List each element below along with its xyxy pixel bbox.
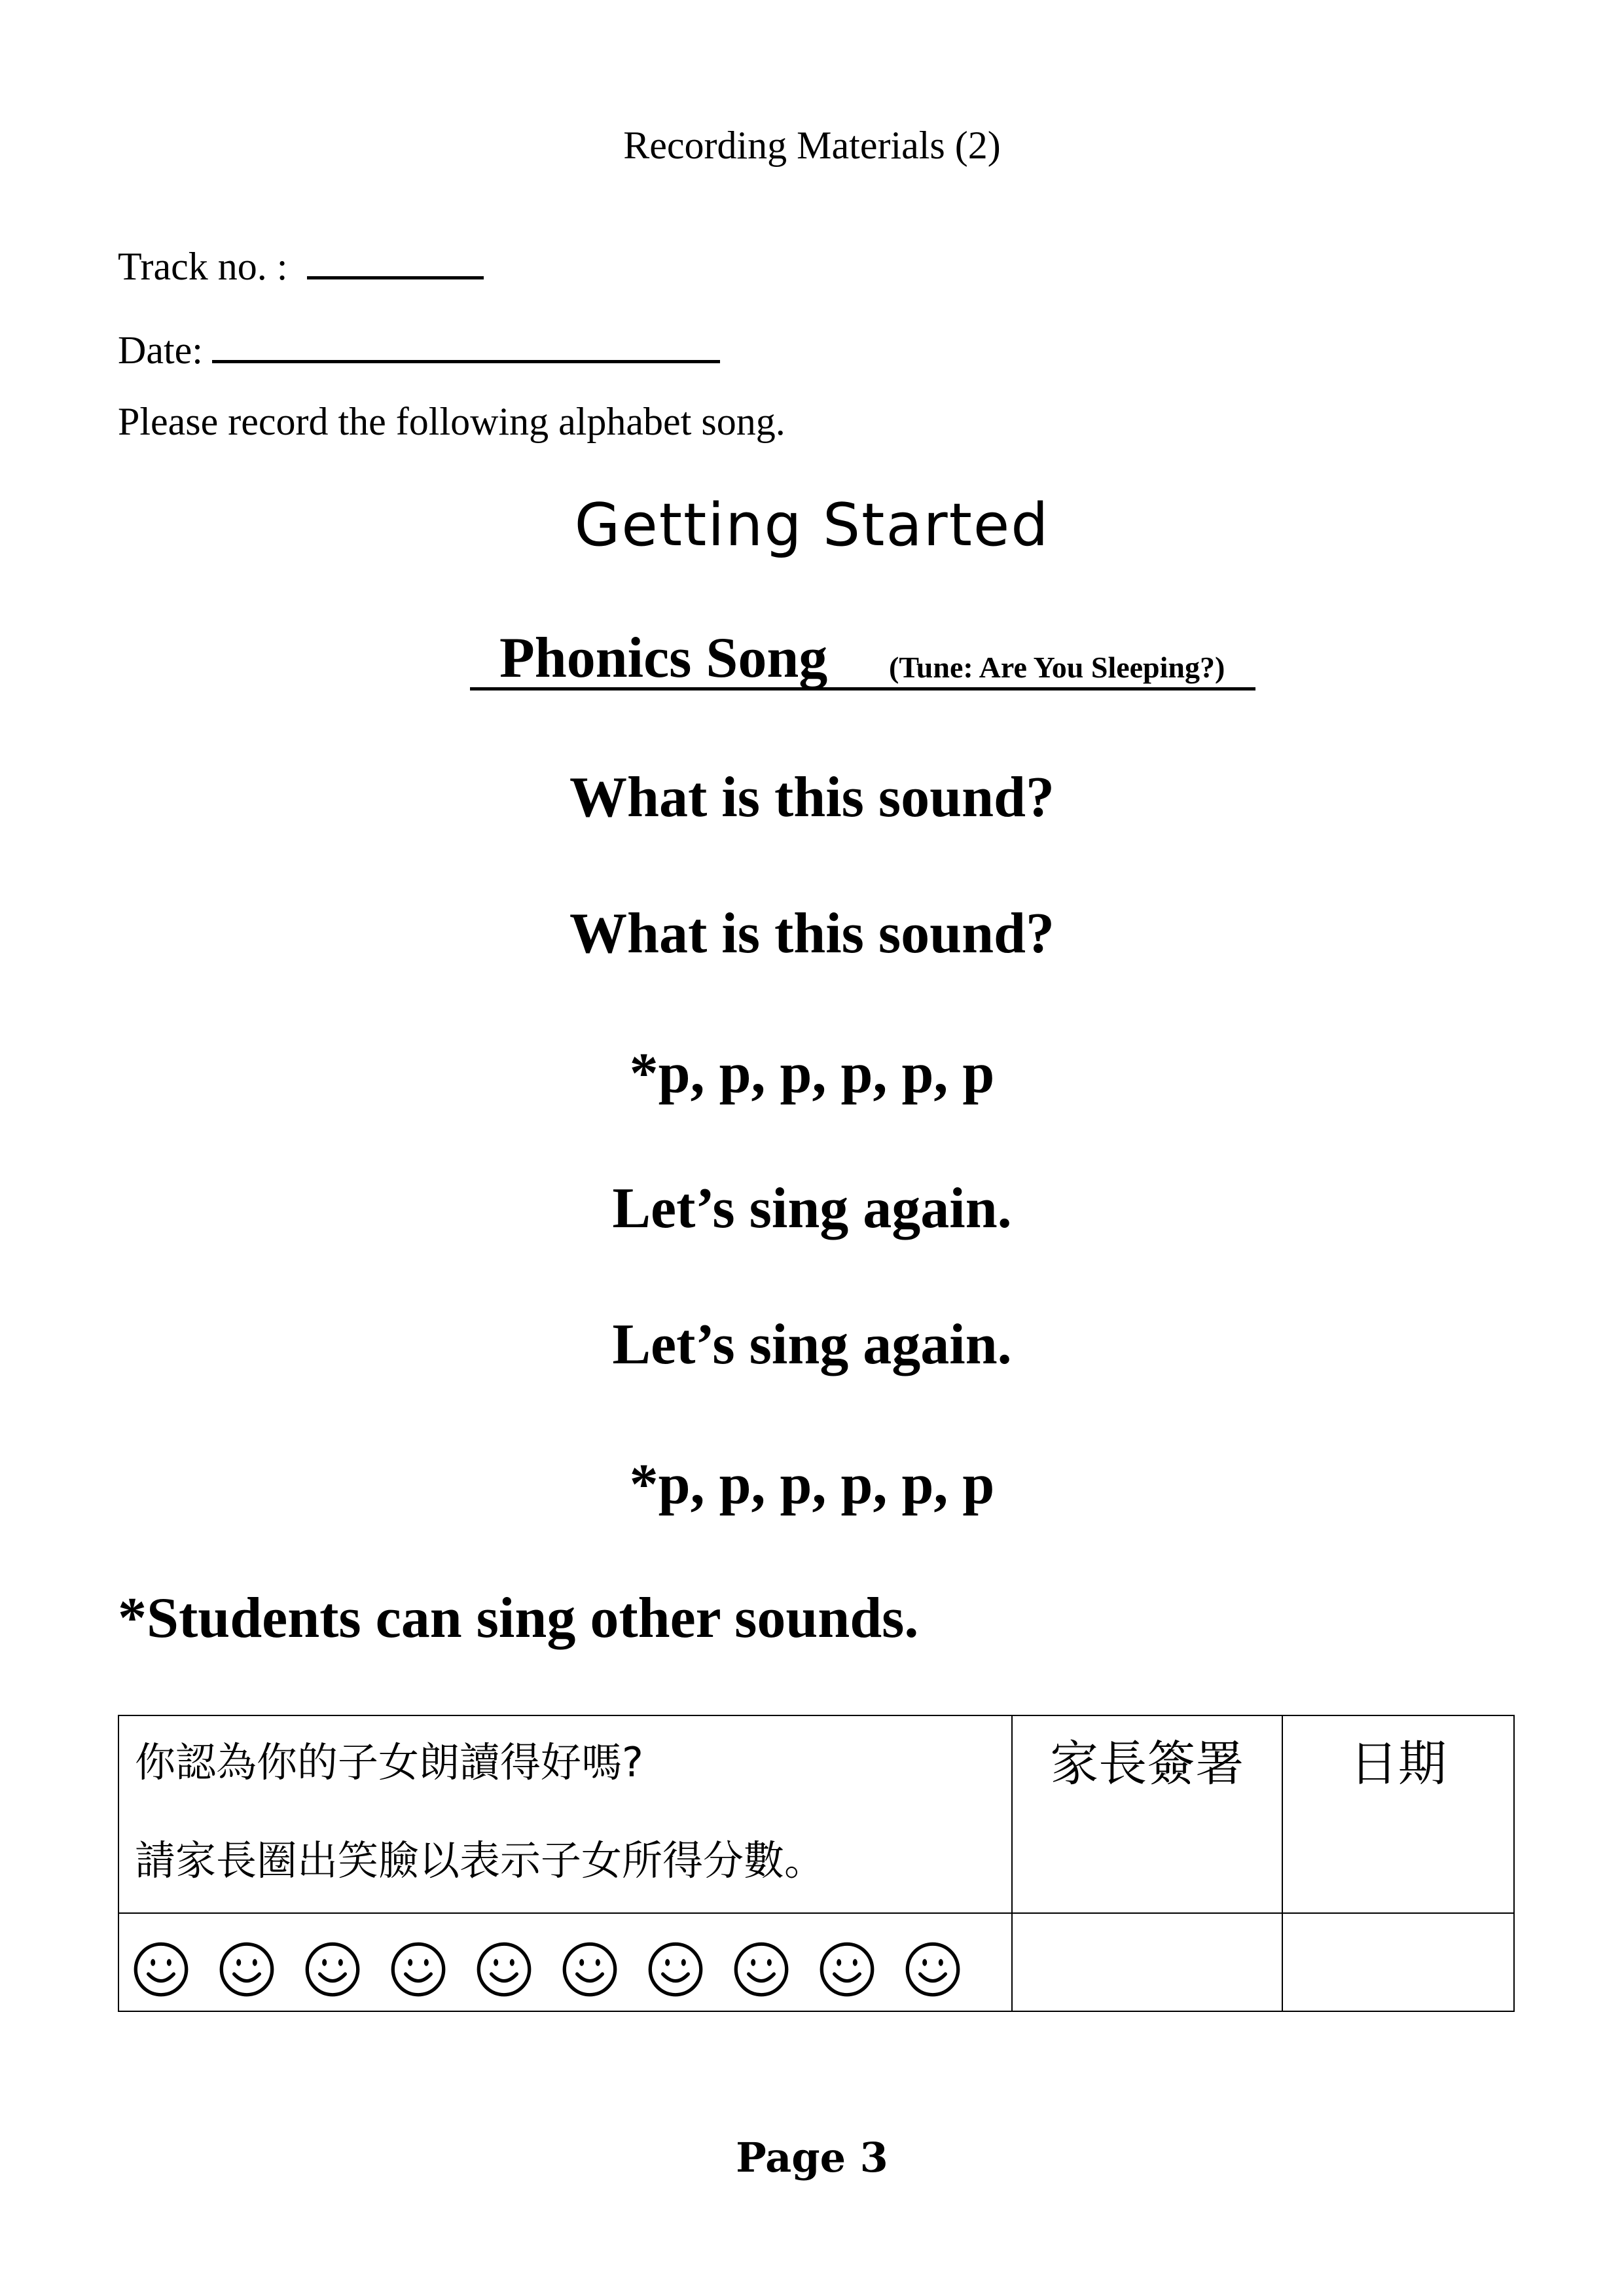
parent-feedback-table [118,1715,1515,2012]
table-header-row [118,1715,1514,1913]
song-footnote: *Students can sing other sounds. [118,1587,919,1650]
smiley-rating-cell [118,1913,1012,2011]
lyric-line: What is this sound? [569,902,1055,965]
lyric-line: Let’s sing again. [612,1313,1012,1376]
signature-header: 家長簽署 [1050,1736,1244,1792]
date-label: Date: [118,329,203,372]
lyric-line: *p, p, p, p, p, p [629,1453,995,1516]
question-line-1: 你認為你的子女朗讀得好嗎? [135,1738,643,1786]
track-number-row [118,237,484,289]
question-cell [118,1715,1012,1913]
date-header: 日期 [1349,1736,1447,1792]
song-tune: (Tune: Are You Sleeping?) [889,651,1225,684]
smiley-face-icon[interactable] [132,1941,190,1998]
lyric-line: *p, p, p, p, p, p [629,1042,995,1105]
smiley-face-icon[interactable] [475,1941,533,1998]
date-blank[interactable] [212,321,720,363]
lyric-line: What is this sound? [569,766,1055,829]
signature-header-cell [1012,1715,1282,1913]
song-title: Phonics Song [499,626,828,690]
smiley-face-icon[interactable] [732,1941,790,1998]
lyric-line: Let’s sing again. [612,1177,1012,1240]
smiley-face-icon[interactable] [647,1941,704,1998]
song-section-heading: Getting Started [574,491,1050,560]
page-number: Page 3 [736,2134,888,2181]
smiley-face-icon[interactable] [389,1941,447,1998]
track-number-label: Track no. : [118,245,288,288]
date-entry-cell[interactable] [1282,1913,1514,2011]
table-rating-row [118,1913,1514,2011]
smiley-face-icon[interactable] [304,1941,361,1998]
question-line-2: 請家長圈出笑臉以表示子女所得分數。 [135,1837,825,1884]
song-title-row [470,625,1255,691]
smiley-rating-group [119,1926,1011,1998]
date-row [118,321,720,373]
smiley-face-icon[interactable] [561,1941,619,1998]
date-header-cell [1282,1715,1514,1913]
smiley-face-icon[interactable] [904,1941,962,1998]
smiley-face-icon[interactable] [818,1941,876,1998]
signature-entry-cell[interactable] [1012,1913,1282,2011]
document-title: Recording Materials (2) [623,124,1001,167]
smiley-face-icon[interactable] [218,1941,276,1998]
instruction-text: Please record the following alphabet song. [118,400,785,443]
track-number-blank[interactable] [307,237,484,279]
